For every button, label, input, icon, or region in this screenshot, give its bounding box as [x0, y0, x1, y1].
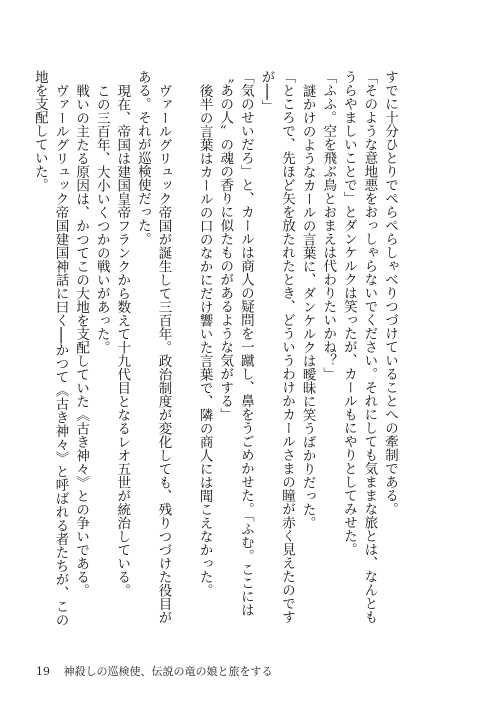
body-text [31, 70, 400, 630]
paragraph: 「気のせいだろ」と、カールは商人の疑問を一蹴し、鼻をうごめかせた。「ふむ。ここには〝あの人〟の魂の香りに似たものがあるような気がする」 [217, 70, 254, 617]
paragraph: ヴァールグリュック帝国が誕生して三百年。政治制度が変化しても、残りつづけた役目がある。それが巡検使だった。 [134, 70, 172, 624]
paragraph: 「ところで、先ほど矢を放たれたとき、どういうわけかカールさまの瞳が赤く見えたのですが──」 [258, 70, 296, 624]
page-number: 19 [36, 665, 50, 678]
page-footer [36, 663, 273, 679]
paragraph: 戦いの主たる原因は、かつてこの大地を支配していた《古き神々》との争いである。 [73, 83, 90, 597]
blank-line [173, 70, 194, 630]
paragraph: ヴァールグリュック帝国建国神話に曰く──かつて《古き神々》と呼ばれる者たちが、この地を支配していた。 [31, 70, 69, 627]
paragraph: 謎かけのようなカールの言葉に、ダンケルクは曖昧に笑うばかりだった。 [299, 83, 316, 529]
paragraph: 「そのような意地悪をおっしゃらないでください。それにしても気ままな旅とは、なんともうらやましいことで」とダンケルクは笑ったが、カールもにやりとしてみせた。 [340, 70, 378, 624]
paragraph: すでに十分ひとりでぺらぺらしゃべりつづけていることへの牽制である。 [382, 70, 398, 516]
paragraph: 現在、帝国は建国皇帝フランクから数えて十九代目となるレオ五世が統治している。 [114, 83, 131, 597]
paragraph: 後半の言葉はカールの口のなかにだけ響いた言葉で、隣の商人には聞こえなかった。 [196, 83, 213, 597]
paragraph: この三百年、大小いくつかの戦いがあった。 [93, 83, 110, 354]
book-title: 神殺しの巡検使、伝説の竜の娘と旅をする [63, 665, 273, 678]
paragraph: 「ふふ。空を飛ぶ鳥とおまえは代わりたいかね？」 [320, 70, 337, 381]
